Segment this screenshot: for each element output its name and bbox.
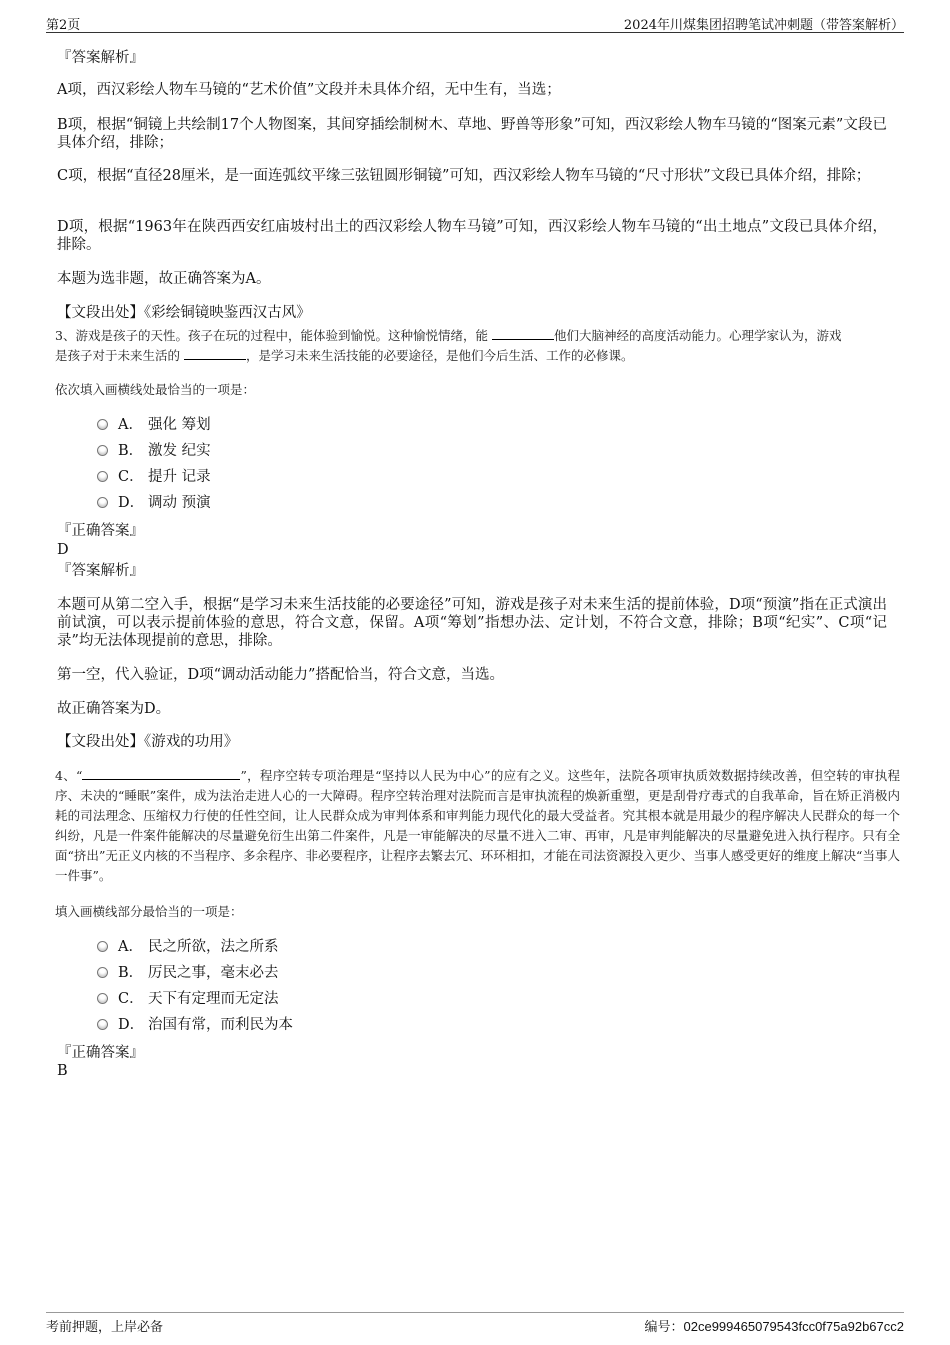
footer-code-value: 02ce999465079543fcc0f75a92b67cc2 [683,1319,904,1334]
q4-option-a[interactable]: A． 民之所欲，法之所系 [97,937,279,957]
q3-analysis-1: 本题可从第二空入手，根据“是学习未来生活技能的必要途径”可知，游戏是孩子对未来生活的提前体验，D项“预演”指在正式演出前试演，可以表示提前体验的意思，符合文意，保留。A项“筹划”指想办法、定计划，不符合文意，排除；B项“纪实”、C项“记录”均无法体现提前的意思，排除。 [57,597,887,649]
radio-icon[interactable] [97,497,108,508]
radio-icon[interactable] [97,445,108,456]
q2-analysis-c: C项，根据“直径28厘米，是一面连弧纹平缘三弦钮圆形铜镜”可知，西汉彩绘人物车马镜的“尺寸形状”文段已具体介绍，排除； [57,168,871,184]
document-title: 2024年川煤集团招聘笔试冲刺题（带答案解析） [623,18,904,33]
q3-answer: D [57,542,69,558]
q3-text-d: ，是学习未来生活技能的必要途径，是他们今后生活、工作的必修课。 [246,348,634,363]
q2-source: 【文段出处】《彩绘铜镜映鉴西汉古风》 [57,305,311,321]
q3-blank-2 [184,347,246,360]
radio-icon[interactable] [97,941,108,952]
q3-blank-1 [492,327,554,340]
radio-icon[interactable] [97,1019,108,1030]
page-header [46,14,904,33]
q2-analysis-d: D项，根据“1963年在陕西西安红庙坡村出土的西汉彩绘人物车马镜”可知，西汉彩绘人物车马镜的“出土地点”文段已具体介绍，排除。 [57,219,887,253]
q3-option-b[interactable]: B． 激发 纪实 [97,441,211,461]
q4-blank [82,767,240,780]
footer-slogan: 考前押题，上岸必备 [46,1320,164,1335]
footer-code [645,1316,905,1335]
radio-icon[interactable] [97,471,108,482]
q2-analysis-a: A项，西汉彩绘人物车马镜的“艺术价值”文段并未具体介绍，无中生有，当选； [57,82,561,98]
footer-code-label: 编号： [644,1320,684,1335]
q4-number: 4、“ [55,768,83,783]
q3-conclusion: 故正确答案为D。 [57,701,171,717]
q4-option-c[interactable]: C． 天下有定理而无定法 [97,989,279,1009]
q2-conclusion: 本题为选非题，故正确答案为A。 [57,271,271,287]
q4-answer-label: 『正确答案』 [57,1045,144,1061]
q4-stem [55,766,900,886]
q3-text-a: 游戏是孩子的天性。孩子在玩的过程中，能体验到愉悦。这种愉悦情绪，能 [75,328,488,343]
radio-icon[interactable] [97,967,108,978]
q3-prompt: 依次填入画横线处最恰当的一项是： [55,382,256,397]
q4-option-b[interactable]: B． 厉民之事，毫末必去 [97,963,279,983]
q4-prompt: 填入画横线部分最恰当的一项是： [55,904,243,919]
q4-option-d[interactable]: D． 治国有常，而利民为本 [97,1015,293,1035]
q3-analysis-2: 第一空，代入验证，D项“调动活动能力”搭配恰当，符合文意，当选。 [57,667,504,683]
q4-answer: B [57,1063,68,1079]
q3-stem [55,326,900,366]
q3-source: 【文段出处】《游戏的功用》 [57,734,239,750]
q4-text: ”，程序空转专项治理是“坚持以人民为中心”的应有之义。这些年，法院各项审执质效数据持续改善，但空转的审执程序、未决的“睡眠”案件，成为法治走进人心的一大障碍。程序空转治理对法院而言是审执流程的焕新重塑，更是刮骨疗毒式的自我革命，旨在矫正消极内耗的司法理念、压缩权力行使的任性空间，让人民群众成为审判体系和审判能力现代化的最大受益者。究其根本就是用最少的程序解决人民群众的每一个纠纷，凡是一件案件能解决的尽量避免衍生出第二件案件，凡是一审能解决的尽量不进入二审、再审，凡是审判能解决的尽量避免进入执行程序。只有全面“挤出”无正义内核的不当程序、多余程序、非必要程序，让程序去繁去冗、环环相扣，才能在司法资源投入更少、当事人感受更好的维度上解决“当事人一件事”。 [55,768,900,883]
radio-icon[interactable] [97,993,108,1004]
q3-answer-label: 『正确答案』 [57,523,144,539]
q3-text-c: 是孩子对于未来生活的 [55,348,181,363]
q3-option-c[interactable]: C． 提升 记录 [97,467,211,487]
q3-text-b: 他们大脑神经的高度活动能力。心理学家认为，游戏 [553,328,842,343]
q3-option-d[interactable]: D． 调动 预演 [97,493,211,513]
q3-number: 3、 [55,328,76,343]
q3-option-a[interactable]: A． 强化 筹划 [97,415,211,435]
page-footer [46,1312,904,1335]
page-number: 第2页 [46,18,81,33]
radio-icon[interactable] [97,419,108,430]
q3-analysis-label: 『答案解析』 [57,563,144,579]
q2-analysis-label: 『答案解析』 [57,50,144,66]
q2-analysis-b: B项，根据“铜镜上共绘制17个人物图案，其间穿插绘制树木、草地、野兽等形象”可知，西汉彩绘人物车马镜的“图案元素”文段已具体介绍，排除； [57,117,887,151]
